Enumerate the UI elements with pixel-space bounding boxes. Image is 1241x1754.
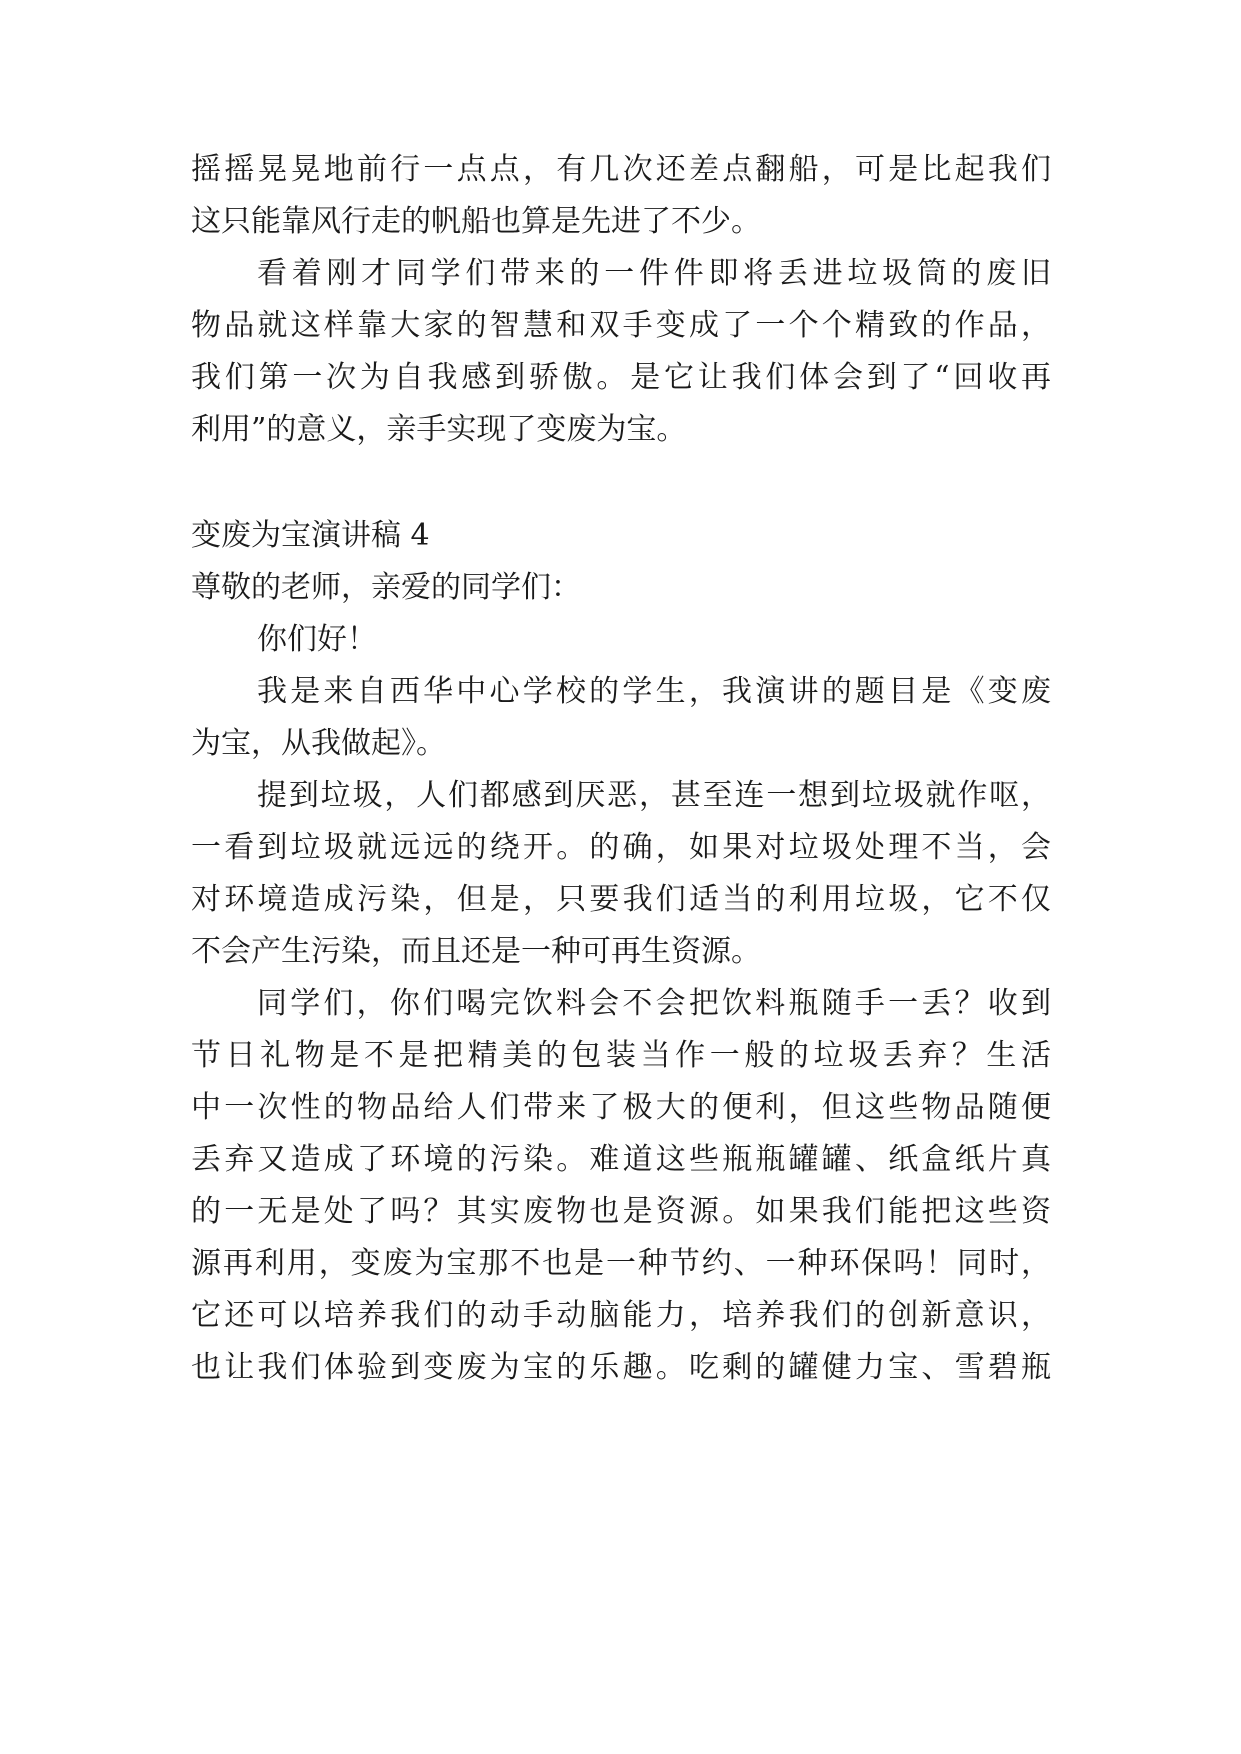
paragraph-line: 这只能靠风行走的帆船也算是先进了不少。 bbox=[191, 204, 761, 239]
paragraph-line: 的一无是处了吗？其实废物也是资源。如果我们能把这些资 bbox=[191, 1194, 1051, 1229]
paragraph-line: 中一次性的物品给人们带来了极大的便利，但这些物品随便 bbox=[191, 1090, 1051, 1125]
paragraph-line: 我是来自西华中心学校的学生，我演讲的题目是《变废 bbox=[257, 674, 1051, 709]
paragraph-line: 丢弃又造成了环境的污染。难道这些瓶瓶罐罐、纸盒纸片真 bbox=[191, 1142, 1051, 1177]
paragraph-line: 同学们，你们喝完饮料会不会把饮料瓶随手一丢？收到 bbox=[257, 986, 1051, 1021]
paragraph-line: 看着刚才同学们带来的一件件即将丢进垃圾筒的废旧 bbox=[257, 256, 1051, 291]
paragraph-line: 不会产生污染，而且还是一种可再生资源。 bbox=[191, 934, 761, 969]
paragraph-line: 对环境造成污染，但是，只要我们适当的利用垃圾，它不仅 bbox=[191, 882, 1051, 917]
paragraph-line: 利用”的意义，亲手实现了变废为宝。 bbox=[191, 412, 687, 447]
paragraph-line: 源再利用，变废为宝那不也是一种节约、一种环保吗！同时， bbox=[191, 1246, 1051, 1281]
paragraph-line: 它还可以培养我们的动手动脑能力，培养我们的创新意识， bbox=[191, 1298, 1051, 1333]
greeting: 你们好！ bbox=[257, 622, 377, 657]
paragraph-line: 摇摇晃晃地前行一点点，有几次还差点翻船，可是比起我们 bbox=[191, 152, 1051, 187]
paragraph-line: 物品就这样靠大家的智慧和双手变成了一个个精致的作品， bbox=[191, 308, 1051, 343]
section-title: 变废为宝演讲稿 4 bbox=[191, 518, 430, 553]
paragraph-line: 节日礼物是不是把精美的包装当作一般的垃圾丢弃？生活 bbox=[191, 1038, 1051, 1073]
paragraph-line: 一看到垃圾就远远的绕开。的确，如果对垃圾处理不当，会 bbox=[191, 830, 1051, 865]
paragraph-line: 也让我们体验到变废为宝的乐趣。吃剩的罐健力宝、雪碧瓶 bbox=[191, 1350, 1051, 1385]
paragraph-line: 为宝，从我做起》。 bbox=[191, 726, 446, 761]
paragraph-line: 我们第一次为自我感到骄傲。是它让我们体会到了“回收再 bbox=[191, 360, 1051, 395]
salutation: 尊敬的老师，亲爱的同学们： bbox=[191, 570, 581, 605]
paragraph-line: 提到垃圾，人们都感到厌恶，甚至连一想到垃圾就作呕， bbox=[257, 778, 1051, 813]
